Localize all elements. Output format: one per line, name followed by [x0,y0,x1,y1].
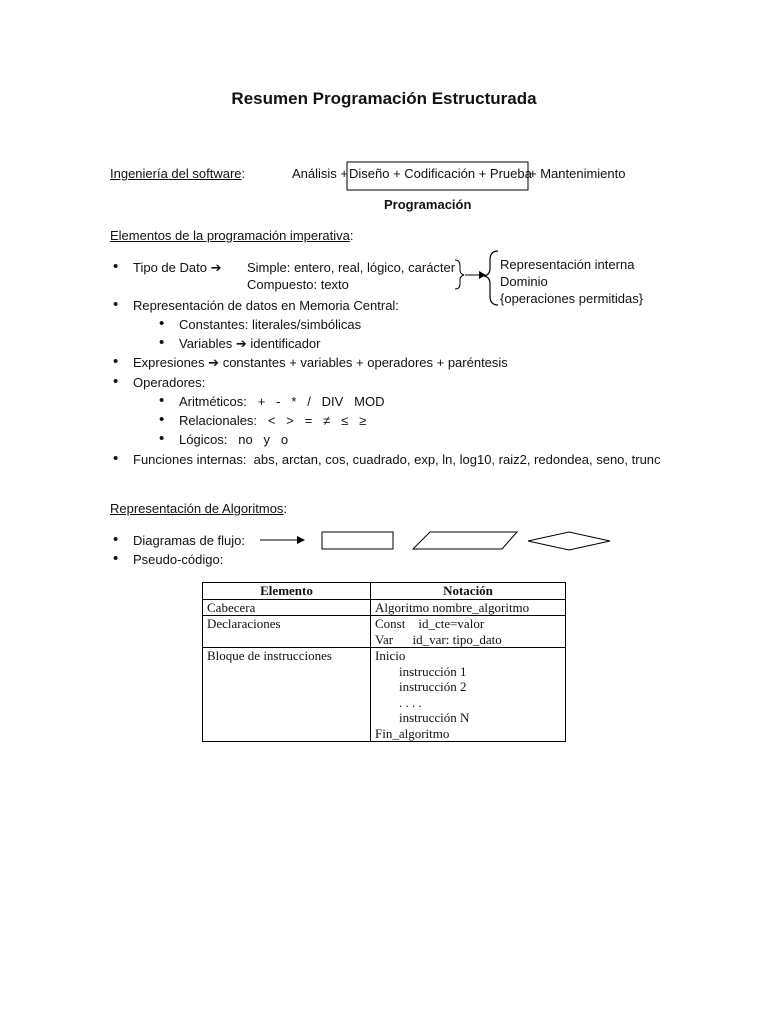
brace-arrow-head-icon [479,271,486,279]
tipo-compuesto: Compuesto: texto [247,277,349,292]
variables-rest: identificador [250,336,321,351]
bullet-icon: • [113,373,119,390]
decision-diamond-icon [528,532,610,550]
bullet-icon: • [159,392,165,409]
programacion-label: Programación [384,197,472,212]
bullet-icon: • [113,550,119,567]
elementos-heading-colon: : [349,228,354,243]
notation-line: Fin_algoritmo [375,725,450,741]
table-row [203,616,566,648]
bullet-icon: • [113,353,119,370]
bullet-icon: • [159,315,165,332]
table-row [203,648,566,742]
table-cell-notacion [371,616,566,648]
logicos-item: Lógicos: no y o [179,432,289,447]
bullet-icon: • [113,258,119,275]
brace-item-representacion: Representación interna [500,257,635,272]
tipo-simple: Simple: entero, real, lógico, carácter [247,260,456,275]
fase-mantenimiento: + Mantenimiento [529,166,626,181]
page-title: Resumen Programación Estructurada [231,89,537,108]
pseudo-item: Pseudo-código: [133,552,224,567]
funciones-item: Funciones internas: abs, arctan, cos, cuadrado, exp, ln, log10, raiz2, redondea, seno, trunc [133,452,661,467]
expresiones-rest: constantes + variables + operadores + paréntesis [222,355,508,370]
brace-item-dominio: Dominio [500,274,548,289]
table-header-elemento: Elemento [203,583,371,600]
notation-line: Inicio [375,648,406,663]
table-header-row [203,583,566,600]
bullet-icon: • [113,296,119,313]
tipo-dato-label: Tipo de Dato [133,260,207,275]
algoritmos-heading-colon: : [283,501,288,516]
constantes-item: Constantes: literales/simbólicas [179,317,362,332]
notation-line: instrucción 2 [399,679,467,694]
table-cell-notacion [371,648,566,742]
relacionales-item: Relacionales: < > = ≠ ≤ ≥ [179,413,367,428]
arrow-icon: ➔ [208,355,220,370]
table-cell-elemento: Cabecera [203,599,371,616]
bullet-icon: • [159,411,165,428]
algoritmos-heading-text: Representación de Algoritmos [110,501,284,516]
notation-line: Const id_cte=valor [375,616,485,631]
notation-line: instrucción 1 [399,663,467,679]
arrow-icon: ➔ [210,260,222,275]
table-header-notacion: Notación [371,583,566,600]
expresiones-label: Expresiones [133,355,205,370]
fase-programacion-group: Diseño + Codificación + Prueba [349,166,532,181]
programacion-box [347,162,528,190]
aritmeticos-item: Aritméticos: + - * / DIV MOD [179,394,385,409]
diagramas-item: Diagramas de flujo: [133,533,245,548]
arrow-icon: ➔ [235,336,247,351]
table-cell-elemento: Declaraciones [203,616,371,648]
table-row [203,599,566,616]
large-brace-icon [484,251,498,305]
notation-line: instrucción N [399,710,470,725]
ingenieria-colon: : [241,166,246,181]
io-parallelogram-icon [413,532,517,549]
brace-item-operaciones: {operaciones permitidas} [500,291,644,306]
elementos-heading-text: Elementos de la programación imperativa [110,228,350,243]
process-rectangle-icon [322,532,393,549]
table-cell-elemento: Bloque de instrucciones [203,648,371,742]
notation-line: Algoritmo nombre_algoritmo [375,599,530,615]
bullet-icon: • [159,430,165,447]
flow-arrow-icon [297,536,305,544]
bullet-icon: • [113,531,119,548]
ingenieria-label: Ingeniería del software [110,166,242,181]
notation-line: . . . . [399,694,422,710]
bullet-icon: • [113,450,119,467]
variables-label: Variables [179,336,233,351]
notation-line: Var id_var: tipo_dato [375,631,502,647]
operadores-item: Operadores: [133,375,206,390]
fase-analisis: Análisis + [292,166,348,181]
bullet-icon: • [159,334,165,351]
repr-memoria-item: Representación de datos en Memoria Central: [133,298,399,313]
small-brace-icon [455,260,464,289]
table-cell-notacion [371,599,566,616]
notation-table [202,582,566,742]
